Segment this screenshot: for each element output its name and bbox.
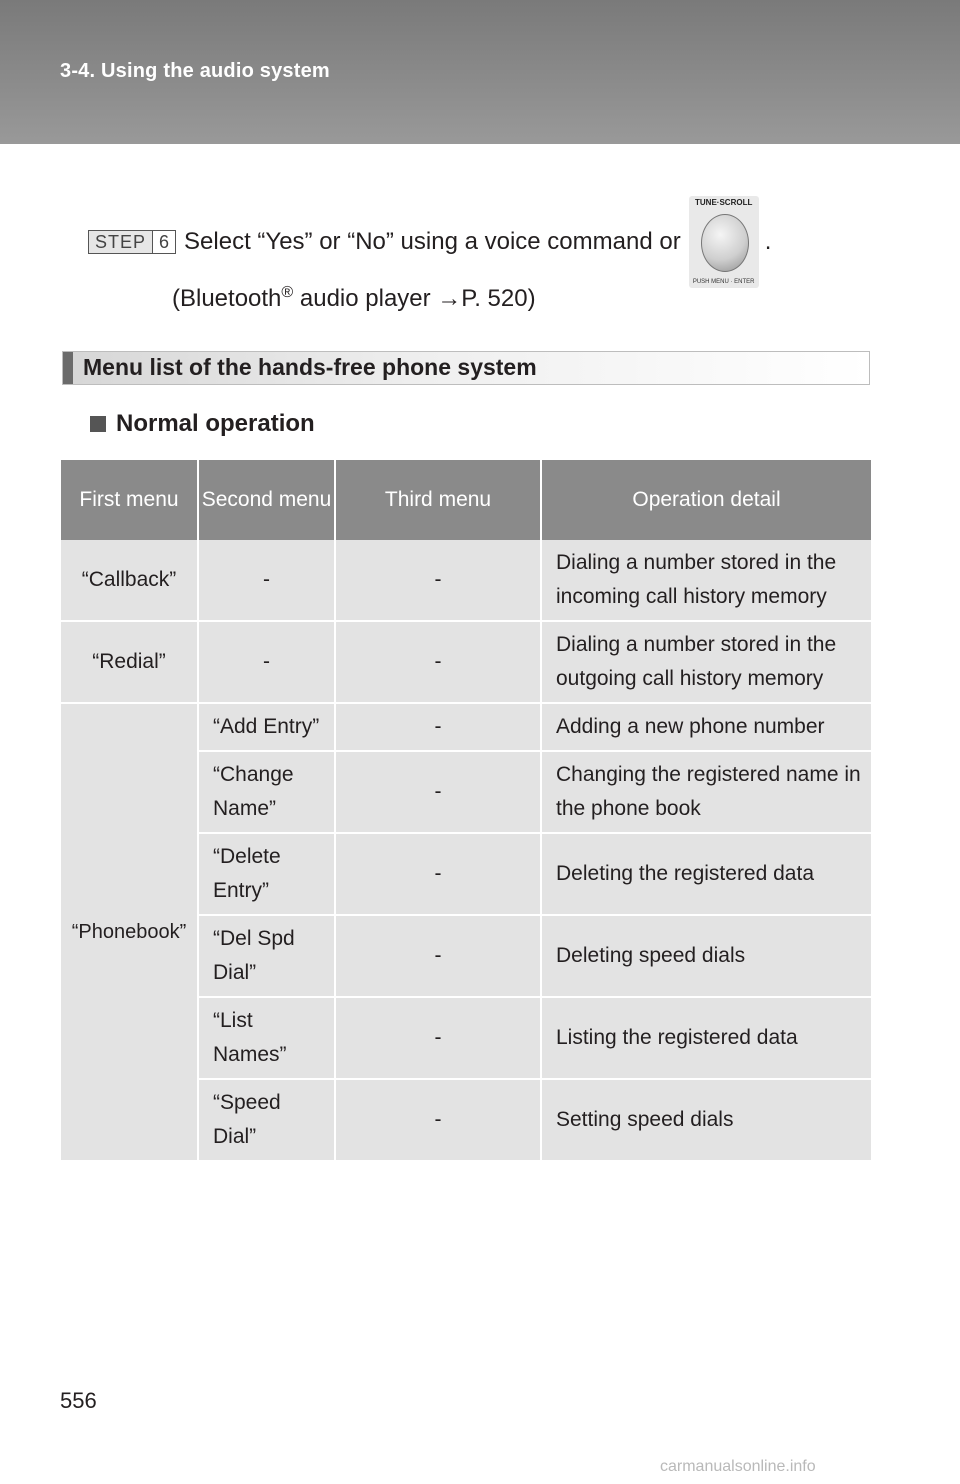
cell-second-menu: “Delete Entry” — [198, 833, 335, 915]
cell-third-menu: - — [335, 751, 541, 833]
knob-dial — [701, 214, 749, 272]
section-heading — [62, 351, 870, 385]
page-number: 556 — [60, 1388, 97, 1413]
header-first-menu: First menu — [61, 460, 198, 540]
header-third-menu: Third menu — [335, 460, 541, 540]
subsection-title: Normal operation — [116, 410, 315, 437]
header-operation-detail: Operation detail — [541, 460, 871, 540]
registered-mark: ® — [281, 284, 294, 301]
cell-second-menu: “List Names” — [198, 997, 335, 1079]
section-title: Menu list of the hands-free phone system — [83, 354, 537, 380]
bt-prefix: (Bluetooth — [172, 285, 282, 312]
cell-operation-detail: Setting speed dials — [541, 1079, 871, 1161]
cell-first-menu: “Callback” — [61, 540, 198, 621]
step-badge-label: STEP — [95, 232, 147, 252]
header-second-menu: Second menu — [198, 460, 335, 540]
cell-third-menu: - — [335, 1079, 541, 1161]
table-row — [61, 621, 871, 703]
cell-operation-detail: Deleting speed dials — [541, 915, 871, 997]
bluetooth-reference — [172, 284, 536, 313]
cell-second-menu: - — [198, 621, 335, 703]
cell-operation-detail: Listing the registered data — [541, 997, 871, 1079]
heading-accent — [63, 352, 73, 384]
cell-second-menu: “Del Spd Dial” — [198, 915, 335, 997]
cell-third-menu: - — [335, 833, 541, 915]
bt-page-link[interactable]: audio player →P. 520) — [293, 285, 536, 312]
cell-operation-detail: Dialing a number stored in the incoming call history memory — [541, 540, 871, 621]
knob-top-label: TUNE·SCROLL — [695, 198, 753, 207]
cell-operation-detail: Deleting the registered data — [541, 833, 871, 915]
section-path: 3-4. Using the audio system — [60, 60, 330, 82]
cell-third-menu: - — [335, 915, 541, 997]
knob-bottom-label: PUSH MENU · ENTER — [692, 279, 755, 285]
step-badge — [88, 230, 176, 254]
table-row — [61, 703, 871, 751]
cell-second-menu: “Speed Dial” — [198, 1079, 335, 1161]
step-text-end: . — [764, 228, 772, 255]
cell-second-menu: “Change Name” — [198, 751, 335, 833]
cell-third-menu: - — [335, 703, 541, 751]
cell-phonebook: “Phonebook” — [61, 703, 198, 1161]
menu-table — [61, 460, 871, 1162]
cell-third-menu: - — [335, 540, 541, 621]
step-text: Select “Yes” or “No” using a voice command or — [184, 228, 681, 255]
square-bullet-icon — [90, 416, 106, 432]
cell-operation-detail: Changing the registered name in the phone book — [541, 751, 871, 833]
cell-first-menu: “Redial” — [61, 621, 198, 703]
cell-operation-detail: Adding a new phone number — [541, 703, 871, 751]
table-row — [61, 540, 871, 621]
subsection-heading — [90, 410, 315, 438]
step-badge-number: 6 — [152, 231, 175, 253]
watermark: carmanualsonline.info — [660, 1458, 816, 1475]
cell-operation-detail: Dialing a number stored in the outgoing call history memory — [541, 621, 871, 703]
cell-third-menu: - — [335, 621, 541, 703]
cell-second-menu: “Add Entry” — [198, 703, 335, 751]
tune-scroll-knob-icon — [689, 196, 759, 288]
cell-third-menu: - — [335, 997, 541, 1079]
step-instruction — [88, 198, 772, 285]
cell-second-menu: - — [198, 540, 335, 621]
header-band — [0, 0, 960, 144]
